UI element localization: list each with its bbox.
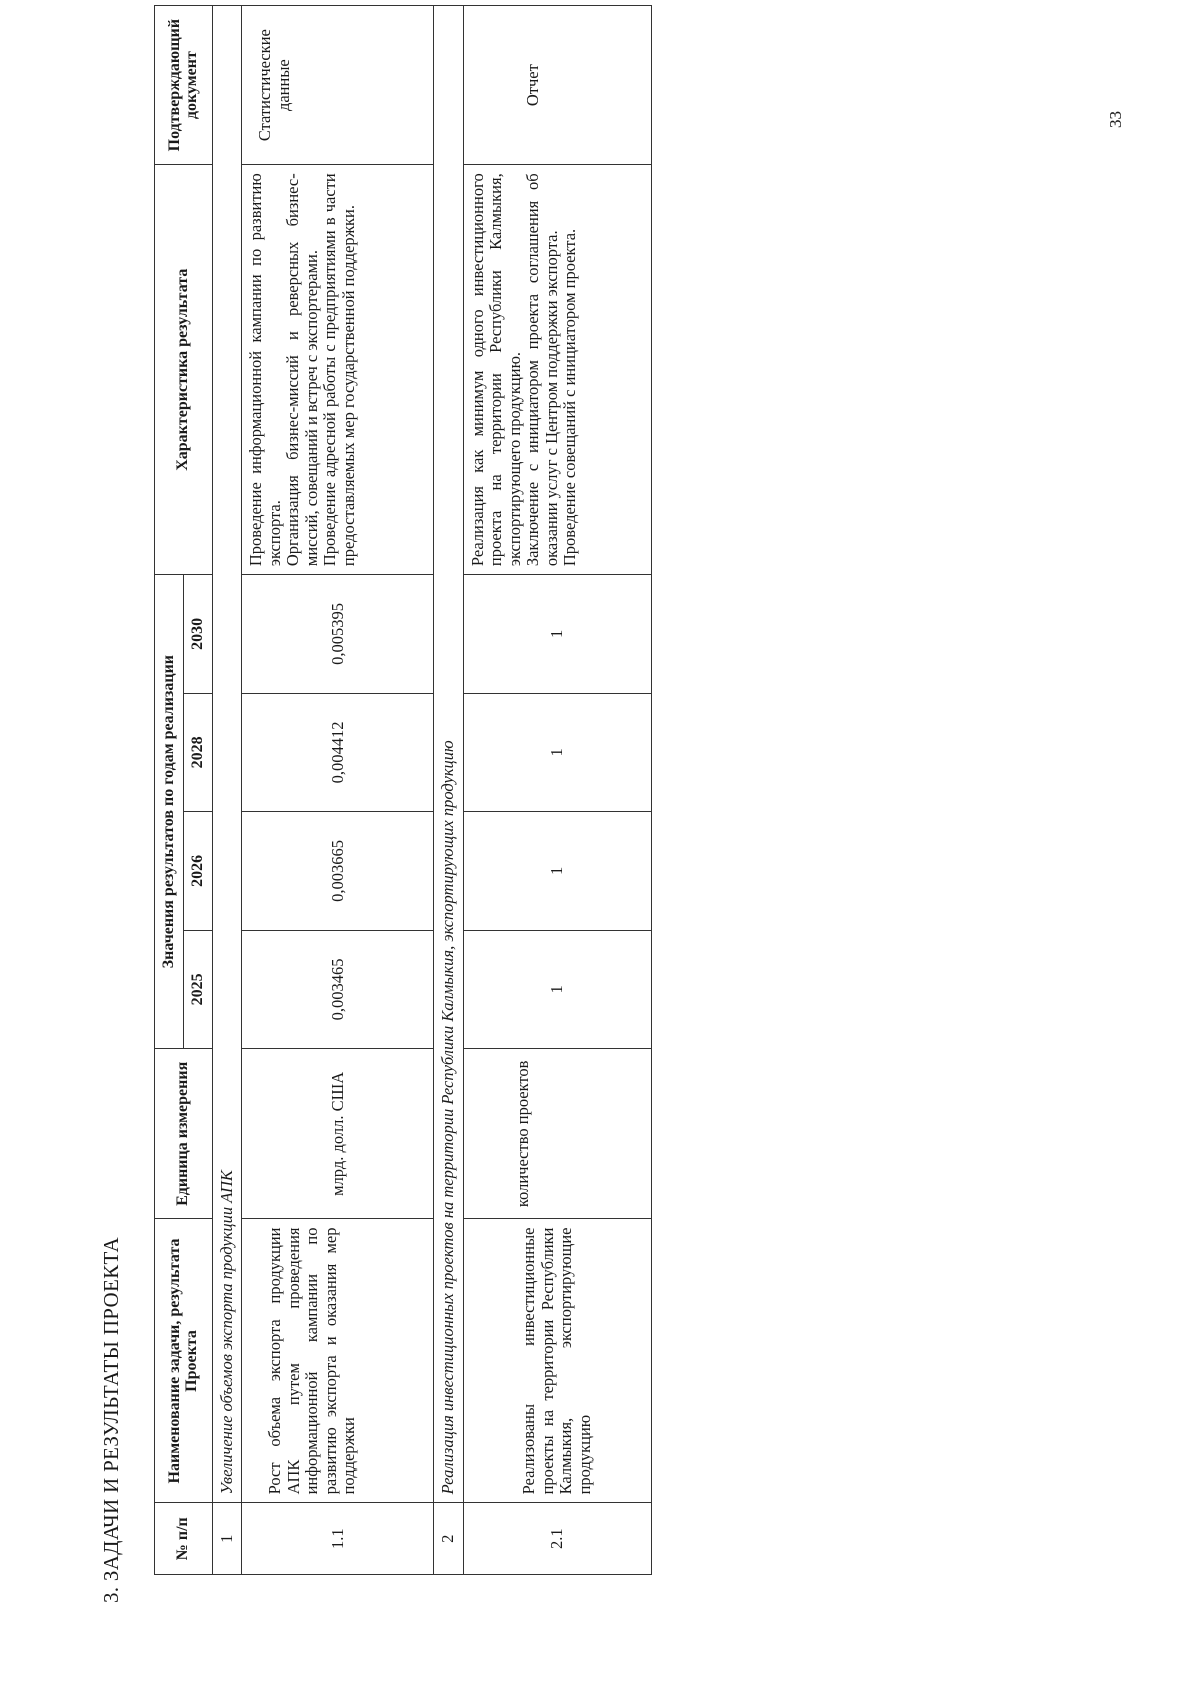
result-value: 0,005395: [242, 575, 434, 694]
characteristic-line: Проведение адресной работы с предприятиями в части предоставляемых мер государственной поддержки.: [320, 173, 358, 567]
header-values-group: Значения результатов по годам реализации: [155, 575, 184, 1049]
result-value: 0,004412: [242, 693, 434, 812]
result-name: Рост объема экспорта продукции АПК путем проведения информационной кампании по развитию экспорта и оказания мер поддержки: [242, 1219, 434, 1503]
characteristic-line: Заключение с инициатором проекта соглашения об оказании услуг с Центром поддержки экспорта.: [523, 173, 561, 567]
task-row: [434, 6, 463, 1575]
header-name: Наименование задачи, результата Проекта: [155, 1219, 213, 1503]
result-document: Статистические данные: [242, 6, 434, 165]
header-characteristic: Характеристика результата: [155, 165, 213, 575]
characteristic-line: Организация бизнес-миссий и реверсных бизнес-миссий, совещаний и встреч с экспортерами.: [283, 173, 321, 567]
result-characteristic: [242, 165, 434, 575]
characteristic-line: Реализация как минимум одного инвестиционного проекта на территории Республики Калмыкия, экспортирующего продукцию.: [467, 173, 524, 567]
task-title: Реализация инвестиционных проектов на территории Республики Калмыкия, экспортирующих продукцию: [434, 6, 463, 1503]
section-title: 3. ЗАДАЧИ И РЕЗУЛЬТАТЫ ПРОЕКТА: [99, 1237, 123, 1603]
result-row: [463, 6, 651, 1575]
header-year: 2028: [183, 693, 212, 812]
page-number: 33: [1106, 111, 1125, 128]
result-value: 1: [463, 930, 651, 1049]
result-row: [242, 6, 434, 1575]
header-year: 2026: [183, 812, 212, 931]
result-value: 0,003465: [242, 930, 434, 1049]
header-unit: Единица измерения: [155, 1049, 213, 1219]
header-year: 2025: [183, 930, 212, 1049]
header-year: 2030: [183, 575, 212, 694]
task-num: 2: [434, 1503, 463, 1575]
results-table: [154, 5, 652, 1575]
result-characteristic: [463, 165, 651, 575]
result-unit: млрд. долл. США: [242, 1049, 434, 1219]
header-num: № п/п: [155, 1503, 213, 1575]
task-num: 1: [212, 1503, 241, 1575]
result-value: 1: [463, 693, 651, 812]
result-value: 1: [463, 575, 651, 694]
result-name: Реализованы инвестиционные проекты на территории Республики Калмыкия, экспортирующие продукцию: [463, 1219, 651, 1503]
header-document: Подтверждающий документ: [155, 6, 213, 165]
result-num: 2.1: [463, 1503, 651, 1575]
characteristic-line: Проведение совещаний с инициатором проекта.: [560, 228, 580, 567]
header-row: [155, 6, 184, 1575]
task-row: [212, 6, 241, 1575]
result-value: 1: [463, 812, 651, 931]
characteristic-line: Проведение информационной кампании по развитию экспорта.: [246, 173, 284, 567]
task-title: Увеличение объемов экспорта продукции АПК: [212, 6, 241, 1503]
result-document: Отчет: [463, 6, 651, 165]
result-num: 1.1: [242, 1503, 434, 1575]
result-value: 0,003665: [242, 812, 434, 931]
result-unit: количество проектов: [463, 1049, 651, 1219]
